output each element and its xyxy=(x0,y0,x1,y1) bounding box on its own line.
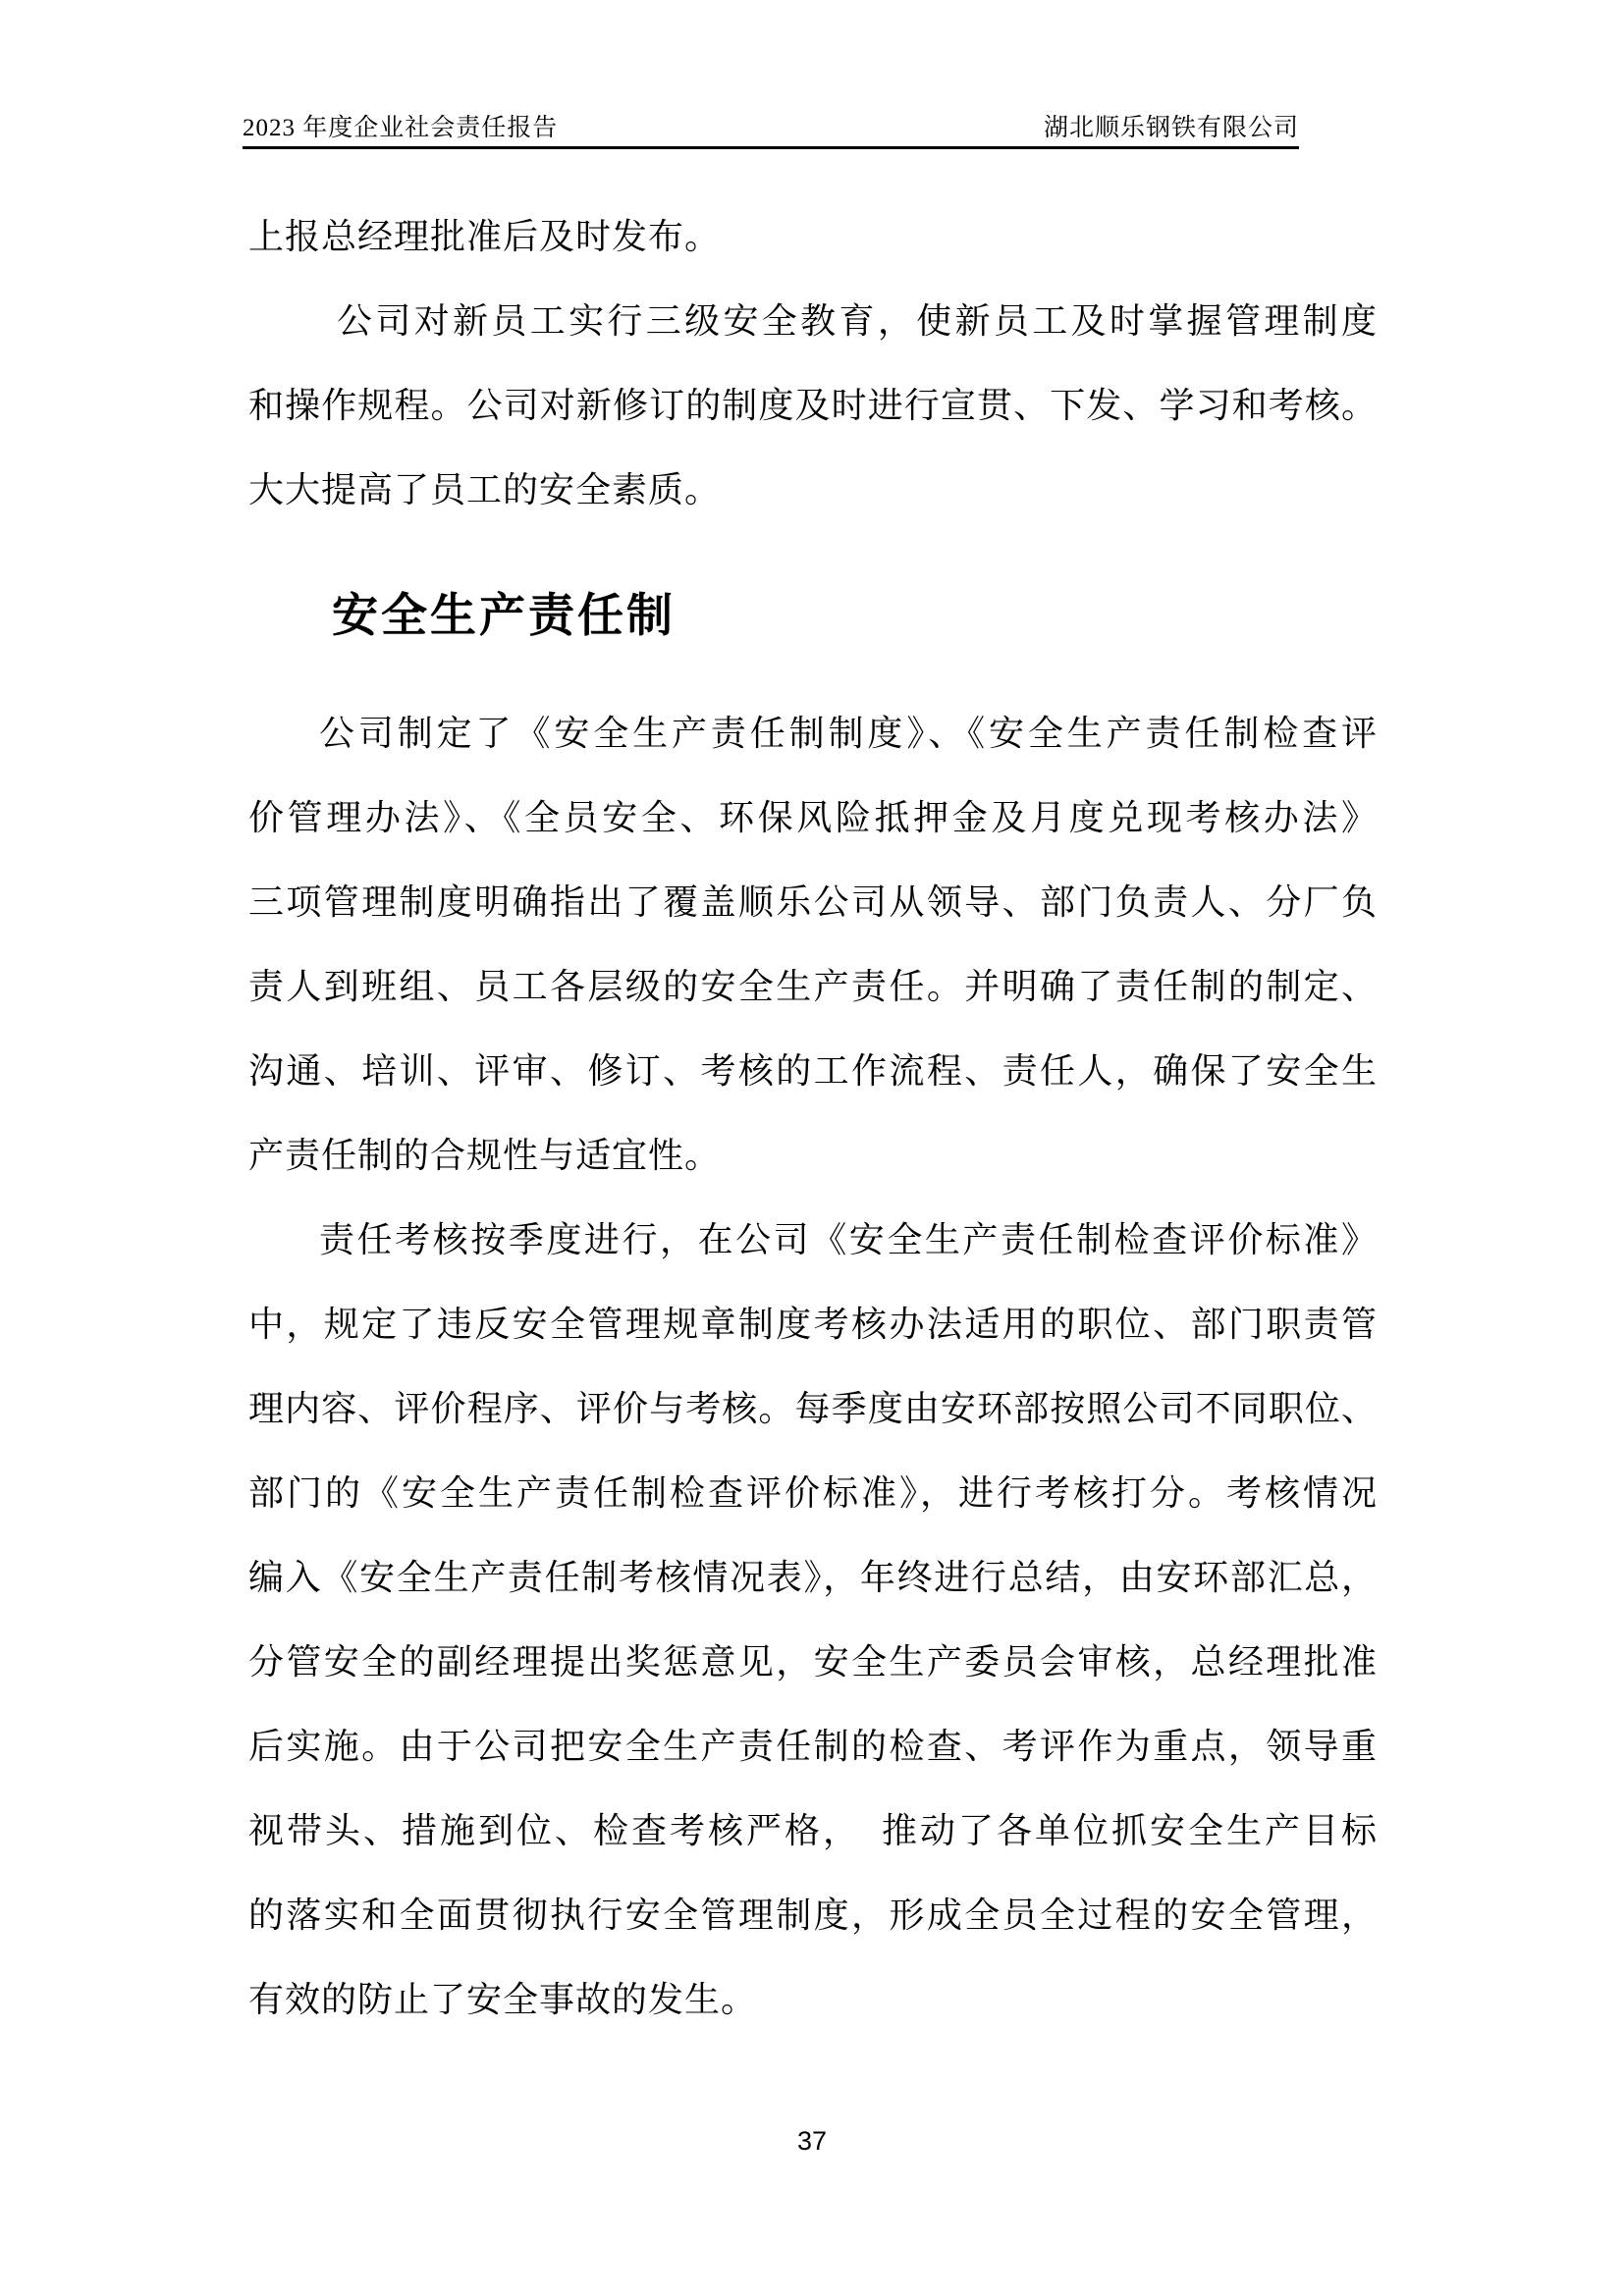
document-body xyxy=(248,194,1378,2042)
text-line: 分管安全的副经理提出奖惩意见，安全生产委员会审核，总经理批准 xyxy=(248,1642,1378,1682)
text-line: 产责任制的合规性与适宜性。 xyxy=(248,1136,722,1175)
text-line: 大大提高了员工的安全素质。 xyxy=(248,470,722,509)
text-line: 责人到班组、员工各层级的安全生产责任。并明确了责任制的制定、 xyxy=(248,967,1378,1006)
paragraph xyxy=(248,1198,1378,2042)
text-line: 后实施。由于公司把安全生产责任制的检查、考评作为重点，领导重 xyxy=(248,1727,1378,1766)
header-report-title: 2023 年度企业社会责任报告 xyxy=(243,115,559,141)
text-line: 编入《安全生产责任制考核情况表》，年终进行总结，由安环部汇总， xyxy=(248,1558,1378,1597)
paragraph xyxy=(248,194,1378,279)
paragraph xyxy=(248,691,1378,1198)
text-line: 的落实和全面贯彻执行安全管理制度，形成全员全过程的安全管理， xyxy=(248,1896,1378,1935)
text-line: 中，规定了违反安全管理规章制度考核办法适用的职位、部门职责管 xyxy=(248,1305,1378,1344)
header-company-name: 湖北顺乐钢铁有限公司 xyxy=(1043,115,1299,141)
text-line: 和操作规程。公司对新修订的制度及时进行宣贯、下发、学习和考核。 xyxy=(248,386,1378,425)
text-line: 上报总经理批准后及时发布。 xyxy=(248,217,722,256)
text-line: 沟通、培训、评审、修订、考核的工作流程、责任人，确保了安全生 xyxy=(248,1051,1378,1091)
page-header xyxy=(243,108,1299,149)
text-line: 三项管理制度明确指出了覆盖顺乐公司从领导、部门负责人、分厂负 xyxy=(248,882,1378,922)
text-line: 视带头、措施到位、检查考核严格， 推动了各单位抓安全生产目标 xyxy=(248,1811,1378,1850)
page-number: 37 xyxy=(796,2126,828,2156)
page-footer xyxy=(0,2126,1624,2157)
paragraph xyxy=(248,279,1378,532)
text-line: 有效的防止了安全事故的发生。 xyxy=(248,1980,758,2019)
text-line: 公司制定了《安全生产责任制制度》、《安全生产责任制检查评 xyxy=(319,714,1378,753)
text-line: 理内容、评价程序、评价与考核。每季度由安环部按照公司不同职位、 xyxy=(248,1389,1378,1428)
text-line: 责任考核按季度进行，在公司《安全生产责任制检查评价标准》 xyxy=(319,1220,1378,1259)
text-line: 部门的《安全生产责任制检查评价标准》，进行考核打分。考核情况 xyxy=(248,1473,1378,1513)
text-line: 公司对新员工实行三级安全教育，使新员工及时掌握管理制度 xyxy=(337,301,1378,341)
text-line: 价管理办法》、《全员安全、环保风险抵押金及月度兑现考核办法》 xyxy=(248,798,1378,837)
section-heading: 安全生产责任制 xyxy=(332,588,676,641)
